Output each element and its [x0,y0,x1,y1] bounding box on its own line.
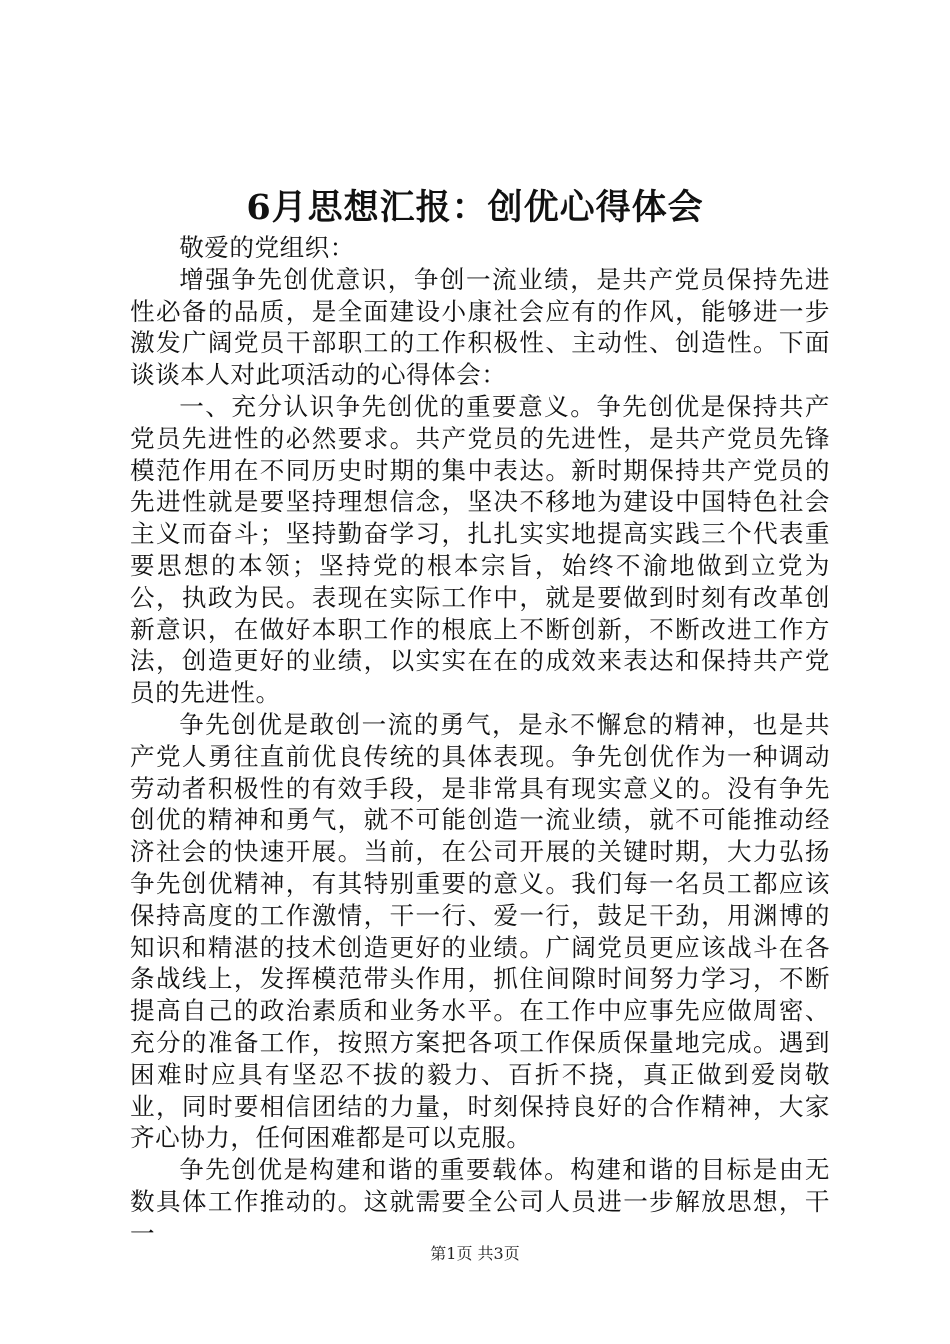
salutation: 敬爱的党组织： [179,233,355,262]
paragraph-section-one: 一、充分认识争先创优的重要意义。争先创优是保持共产党员先进性的必然要求。共产党员的先进性，是共产党员先锋模范作用在不同历史时期的集中表达。新时期保持共产党员的先进性就是要坚持理想信念，坚决不移地为建设中国特色社会主义而奋斗；坚持勤奋学习，扎扎实实地提高实践三个代表重要思想的本领；坚持党的根本宗旨，始终不渝地做到立党为公，执政为民。表现在实际工作中，就是要做到时刻有改革创新意识，在做好本职工作的根底上不断创新，不断改进工作方法，创造更好的业绩，以实实在在的成效来表达和保持共产党员的先进性。 [130,391,830,708]
paragraph-harmony: 争先创优是构建和谐的重要载体。构建和谐的目标是由无数具体工作推动的。这就需要全公司人员进一步解放思想，干一 [130,1155,830,1248]
paragraph-courage: 争先创优是敢创一流的勇气，是永不懈怠的精神，也是共产党人勇往直前优良传统的具体表现。争先创优作为一种调动劳动者积极性的有效手段，是非常具有现实意义的。没有争先创优的精神和勇气，就不可能创造一流业绩，就不可能推动经济社会的快速开展。当前，在公司开展的关键时期，大力弘扬争先创优精神，有其特别重要的意义。我们每一名员工都应该保持高度的工作激情，干一行、爱一行，鼓足干劲，用渊博的知识和精湛的技术创造更好的业绩。广阔党员更应该战斗在各条战线上，发挥模范带头作用，抓住间隙时间努力学习，不断提高自己的政治素质和业务水平。在工作中应事先应做周密、充分的准备工作，按照方案把各项工作保质保量地完成。遇到困难时应具有坚忍不拔的毅力、百折不挠，真正做到爱岗敬业，同时要相信团结的力量，时刻保持良好的合作精神，大家齐心协力，任何困难都是可以克服。 [130,709,830,1153]
document-body [130,232,830,1250]
page-footer: 第1页 共3页 [430,1244,520,1263]
document-title: 6月思想汇报：创优心得体会 [246,187,704,228]
paragraph-intro: 增强争先创优意识，争创一流业绩，是共产党员保持先进性必备的品质，是全面建设小康社会应有的作风，能够进一步激发广阔党员干部职工的工作积极性、主动性、创造性。下面谈谈本人对此项活动的心得体会： [130,264,830,390]
